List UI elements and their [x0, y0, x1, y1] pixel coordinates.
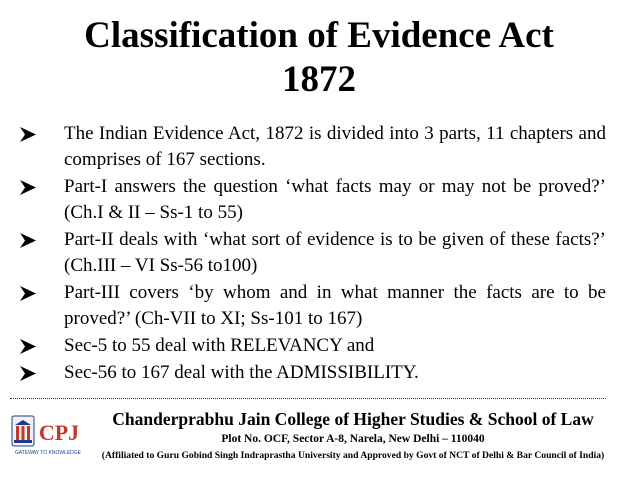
- title-line-1: Classification of Evidence Act: [84, 15, 554, 56]
- footer-divider: [10, 398, 606, 399]
- college-name: Chanderprabhu Jain College of Higher Studies & School of Law: [112, 409, 594, 429]
- bullet-text: The Indian Evidence Act, 1872 is divided into 3 parts, 11 chapters and comprises of 167 sections.: [64, 123, 606, 170]
- college-logo: [10, 412, 86, 458]
- bullet-text: Sec-5 to 55 deal with RELEVANCY and: [64, 335, 375, 356]
- bullet-item: [20, 280, 606, 332]
- bullet-text: Sec-56 to 167 deal with the ADMISSIBILITY.: [64, 362, 419, 383]
- bullet-item: [20, 174, 606, 226]
- arrow-bullet-icon: [20, 233, 36, 248]
- bullet-text: Part-II deals with ‘what sort of evidence is to be given of these facts?’ (Ch.III – VI Ss-56 to100): [64, 229, 606, 276]
- arrow-bullet-icon: [20, 286, 36, 301]
- title-line-2: 1872: [282, 59, 356, 100]
- arrow-bullet-icon: [20, 366, 36, 381]
- bullet-text: Part-I answers the question ‘what facts may or may not be proved?’ (Ch.I & II – Ss-1 to 55): [64, 176, 606, 223]
- bullet-item: [20, 333, 606, 359]
- logo-tagline: GATEWAY TO KNOWLEDGE: [14, 450, 82, 456]
- college-address: Plot No. OCF, Sector A-8, Narela, New Delhi – 110040: [221, 433, 485, 445]
- arrow-bullet-icon: [20, 339, 36, 354]
- logo-text: CPJ: [38, 420, 80, 445]
- bullet-item: [20, 121, 606, 173]
- bullet-item: [20, 227, 606, 279]
- college-affiliation: (Affiliated to Guru Gobind Singh Indraprastha University and Approved by Govt of NCT of Delhi & Bar Council of India): [101, 450, 605, 461]
- bullet-list: [20, 121, 606, 387]
- bullet-text: Part-III covers ‘by whom and in what manner the facts are to be proved?’ (Ch-VII to XI; Ss-101 to 167): [64, 282, 606, 329]
- arrow-bullet-icon: [20, 127, 36, 142]
- slide-title: [0, 14, 638, 102]
- bullet-item: [20, 360, 606, 386]
- arrow-bullet-icon: [20, 180, 36, 195]
